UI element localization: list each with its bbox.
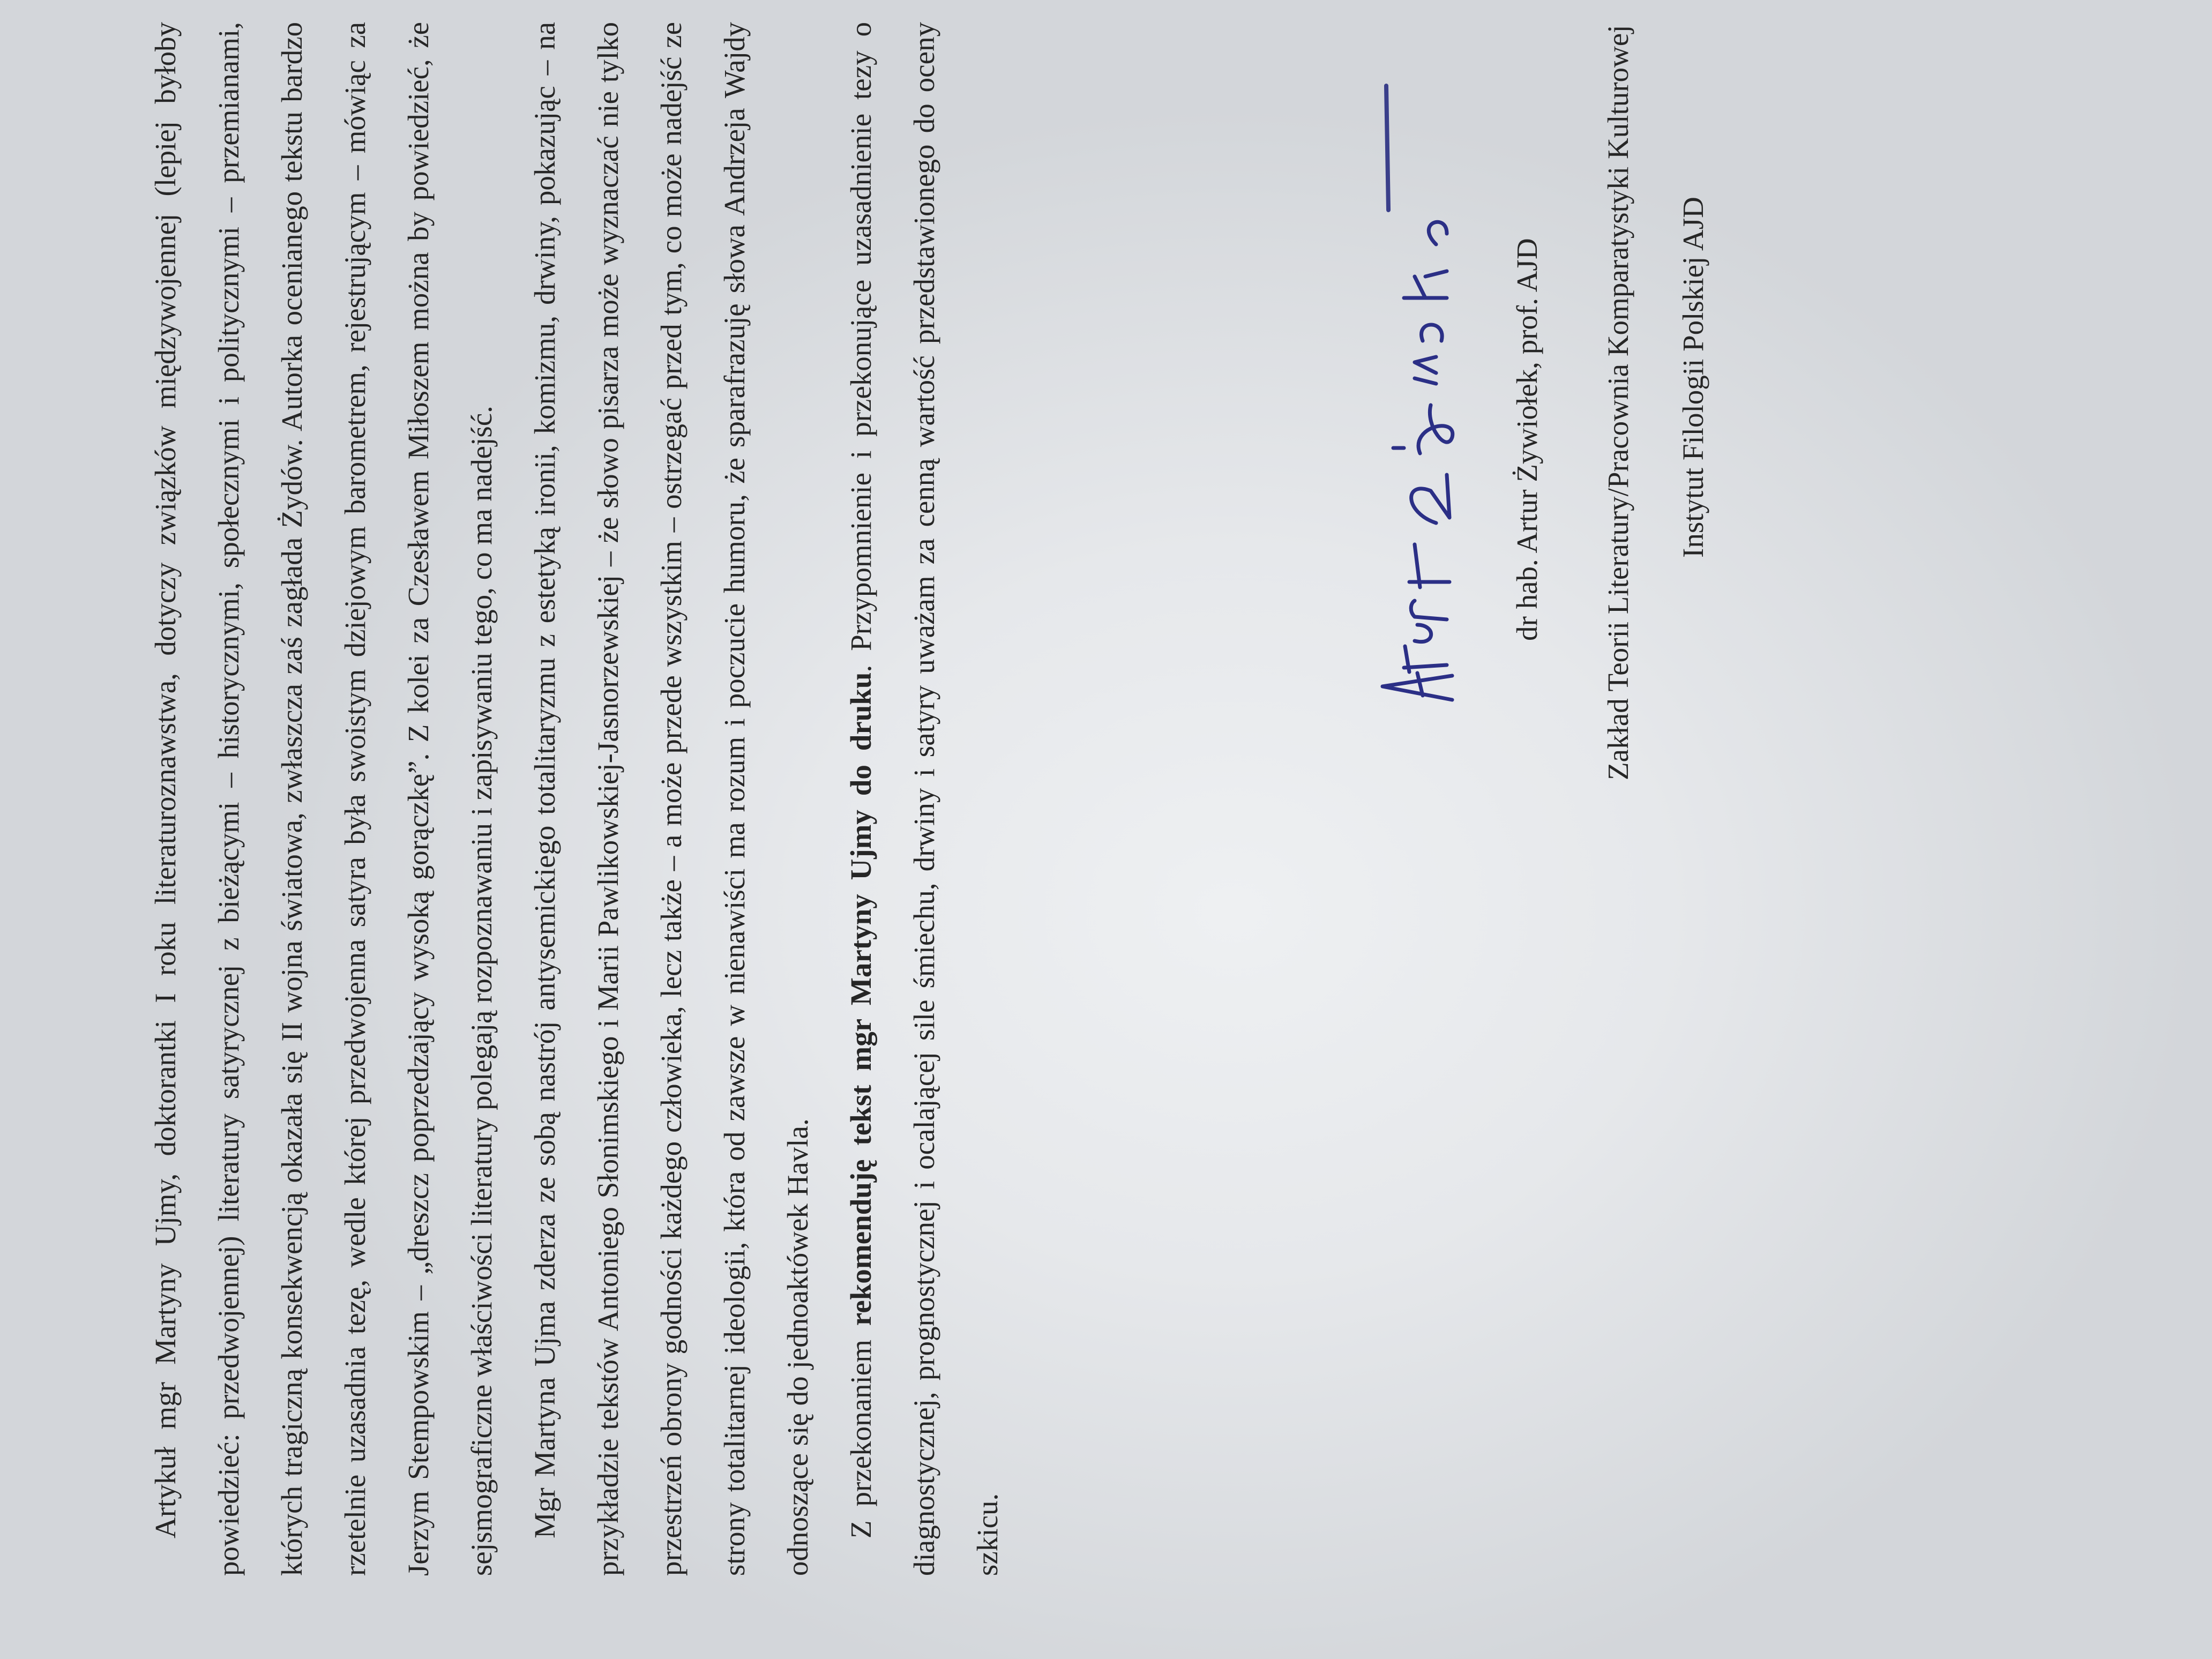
recommendation-bold: rekomenduję tekst mgr Martyny Ujmy do druku xyxy=(845,672,877,1326)
signer-name: dr hab. Artur Żywiołek, prof. AJD xyxy=(1511,238,1543,641)
signer-department: Zakład Teorii Literatury/Pracownia Komparatystyki Kulturowej xyxy=(1602,25,1634,780)
paragraph-3-end: . Przypomnienie i przekonujące uzasadnienie tezy o diagnostycznej, prognostycznej i ocalającej sile śmiechu, drwiny i satyry uważam za cenną wartość przedstawionego do oceny szkicu. xyxy=(845,21,1004,1576)
paragraph-3 xyxy=(829,22,1019,1576)
paragraph-2: Mgr Martyna Ujma zderza ze sobą nastrój antysemickiego totalitaryzmu z estetyką ironii, komizmu, drwiny, pokazując – na przykładzie tekstów Antoniego Słonimskiego i Marii Pawlikowskiej-Jasnorzewskiej – że słowo pisarza może wyznaczać nie tylko przestrzeń obrony godności każdego człowieka, lecz także – a może przede wszystkim – ostrzegać przed tym, co może nadejść ze strony totalitarnej ideologii, która od zawsze w nienawiści ma rozum i poczucie humoru, że sparafrazuję słowa Andrzeja Wajdy odnoszące się do jednoaktówek Havla. xyxy=(528,22,814,1576)
body-text xyxy=(134,22,1019,1576)
signer-institute: Instytut Filologii Polskiej AJD xyxy=(1677,197,1709,558)
handwritten-signature xyxy=(1372,62,1458,705)
paragraph-3-start: Z przekonaniem xyxy=(845,1326,877,1538)
paragraph-1: Artykuł mgr Martyny Ujmy, doktorantki I roku literaturoznawstwa, dotyczy związków międzywojennej (lepiej byłoby powiedzieć: przedwojennej) literatury satyrycznej z bieżącymi – historycznymi, społecznymi i politycznymi – przemianami, których tragiczną konsekwencją okazała się II wojna światowa, zwłaszcza zaś zagłada Żydów. Autorka ocenianego tekstu bardzo rzetelnie uzasadnia tezę, wedle której przedwojenna satyra była swoistym dziejowym barometrem, rejestrującym – mówiąc za Jerzym Stempowskim – „dreszcz poprzedzający wysoką gorączkę”. Z kolei za Czesławem Miłoszem można by powiedzieć, że sejsmograficzne właściwości literatury polegają rozpoznawaniu i zapisywaniu tego, co ma nadejść. xyxy=(149,22,498,1576)
